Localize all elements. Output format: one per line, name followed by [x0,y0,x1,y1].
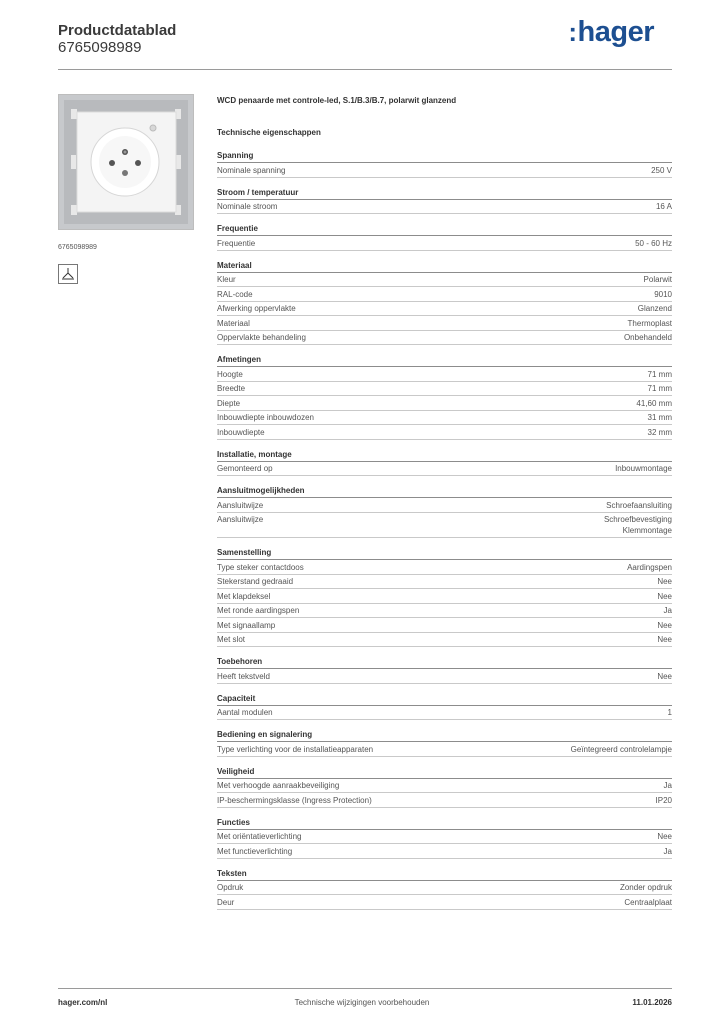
spec-label: Stekerstand gedraaid [217,577,294,586]
spec-value: Thermoplast [627,318,672,328]
section-title: Installatie, montage [217,448,672,462]
spec-label: Met oriëntatieverlichting [217,832,302,841]
hager-logo: :hager [568,16,654,48]
technical-specifications [217,96,672,918]
spec-label: Hoogte [217,369,243,379]
product-image [58,94,194,230]
product-number: 6765098989 [58,39,142,56]
spec-section [217,484,672,538]
spec-row [217,830,672,845]
spec-row [217,513,672,539]
spec-value: Glanzend [637,304,672,313]
spec-row [217,236,672,251]
spec-label: Afwerking oppervlakte [217,304,296,313]
spec-row [217,706,672,721]
spec-label: RAL-code [217,289,253,299]
section-title: Veiligheid [217,765,672,779]
product-image-caption: 6765098989 [58,244,97,251]
spec-section [217,765,672,808]
spec-value: Polarwit [643,275,672,284]
spec-row [217,163,672,178]
section-title: Frequentie [217,222,672,236]
spec-value: 41,60 mm [636,398,672,408]
spec-value: Nee [657,591,672,601]
spec-value: 16 A [655,202,672,211]
section-title: Samenstelling [217,546,672,560]
section-title: Afmetingen [217,353,672,367]
spec-label: Gemonteerd op [217,464,273,473]
spec-value: 32 mm [647,427,672,437]
section-title: Capaciteit [217,692,672,706]
spec-label: Breedte [217,384,246,393]
spec-label: Met ronde aardingspen [217,606,300,615]
spec-value: Schroefbevestiging Klemmontage [603,515,672,535]
spec-label: Met signaallamp [217,620,276,630]
spec-row [217,200,672,215]
spec-value: Ja [663,846,672,856]
spec-row [217,302,672,317]
spec-row [217,589,672,604]
spec-section [217,259,672,346]
logo-text: hager [577,16,654,48]
spec-section [217,728,672,757]
spec-row [217,316,672,331]
spec-value: 250 V [651,165,672,175]
spec-section [217,692,672,721]
spec-label: Aantal modulen [217,708,273,717]
socket-illustration [59,95,193,229]
spec-section [217,816,672,859]
spec-row [217,604,672,619]
section-title: Spanning [217,149,672,163]
spec-row [217,881,672,896]
spec-row [217,560,672,575]
spec-label: Diepte [217,398,241,408]
spec-row [217,498,672,513]
spec-row [217,287,672,302]
spec-value: IP20 [655,795,672,805]
spec-value: 31 mm [647,413,672,422]
spec-label: Oppervlakte behandeling [217,333,306,342]
spec-section [217,448,672,477]
spec-label: Nominale spanning [217,165,286,175]
section-title: Stroom / temperatuur [217,186,672,200]
spec-label: Aansluitwijze [217,500,264,510]
spec-row [217,895,672,910]
spec-value: Onbehandeld [623,333,672,342]
spec-label: Inbouwdiepte [217,427,265,437]
spec-value: Ja [663,606,672,615]
section-title: Materiaal [217,259,672,273]
spec-section [217,353,672,440]
spec-label: Type verlichting voor de installatieapparaten [217,744,374,754]
footer-date: 11.01.2026 [632,998,672,1007]
spec-row [217,844,672,859]
spec-value: Nee [657,620,672,630]
section-title: Toebehoren [217,655,672,669]
spec-value: 50 - 60 Hz [635,238,672,248]
footer-disclaimer: Technische wijzigingen voorbehouden [294,998,430,1007]
spec-label: Met verhoogde aanraakbeveiliging [217,781,340,790]
spec-value: Schroefaansluiting [606,500,672,510]
spec-label: Deur [217,897,235,907]
spec-row [217,382,672,397]
spec-value: Ja [663,781,672,790]
section-title: Aansluitmogelijkheden [217,484,672,498]
spec-section [217,149,672,178]
section-title: Functies [217,816,672,830]
spec-value: 9010 [654,289,672,299]
section-title: Bediening en signalering [217,728,672,742]
spec-label: Met functieverlichting [217,846,293,856]
spec-value: Aardingspen [627,562,672,572]
installation-symbol-icon [58,264,78,284]
spec-row [217,411,672,426]
spec-row [217,396,672,411]
spec-value: Nee [657,577,672,586]
spec-row [217,462,672,477]
spec-section [217,655,672,684]
spec-row [217,425,672,440]
spec-value: 1 [667,708,672,717]
spec-label: Kleur [217,275,236,284]
spec-label: Aansluitwijze [217,515,264,524]
spec-row [217,273,672,288]
spec-heading: Technische eigenschappen [217,128,321,137]
spec-value: Nee [657,635,672,644]
page-title: Productdatablad [58,22,177,39]
spec-value: Geïntegreerd controlelampje [570,744,672,754]
spec-label: Nominale stroom [217,202,278,211]
spec-section [217,867,672,910]
product-description: WCD penaarde met controle-led, S.1/B.3/B.7, polarwit glanzend [217,96,457,105]
spec-section [217,546,672,647]
spec-row [217,742,672,757]
footer-website: hager.com/nl [58,998,108,1007]
spec-row [217,633,672,648]
spec-label: Inbouwdiepte inbouwdozen [217,413,314,422]
spec-row [217,331,672,346]
spec-row [217,669,672,684]
spec-value: Nee [657,832,672,841]
spec-row [217,779,672,794]
section-title: Teksten [217,867,672,881]
spec-row [217,575,672,590]
spec-row [217,793,672,808]
spec-section [217,186,672,215]
spec-label: Heeft tekstveld [217,671,270,681]
spec-label: Materiaal [217,318,250,328]
spec-label: Frequentie [217,238,256,248]
spec-section [217,222,672,251]
spec-label: Met klapdeksel [217,591,271,601]
spec-value: 71 mm [647,369,672,379]
spec-value: Zonder opdruk [619,883,672,892]
spec-value: Nee [657,671,672,681]
spec-row [217,367,672,382]
spec-value: Inbouwmontage [615,464,672,473]
spec-value: 71 mm [647,384,672,393]
spec-label: IP-beschermingsklasse (Ingress Protection) [217,795,372,805]
header-divider [58,69,672,70]
footer-divider [58,988,672,989]
spec-label: Opdruk [217,883,244,892]
spec-row [217,618,672,633]
spec-value: Centraalplaat [624,897,672,907]
spec-label: Met slot [217,635,246,644]
spec-sections [217,149,672,910]
spec-label: Type steker contactdoos [217,562,304,572]
